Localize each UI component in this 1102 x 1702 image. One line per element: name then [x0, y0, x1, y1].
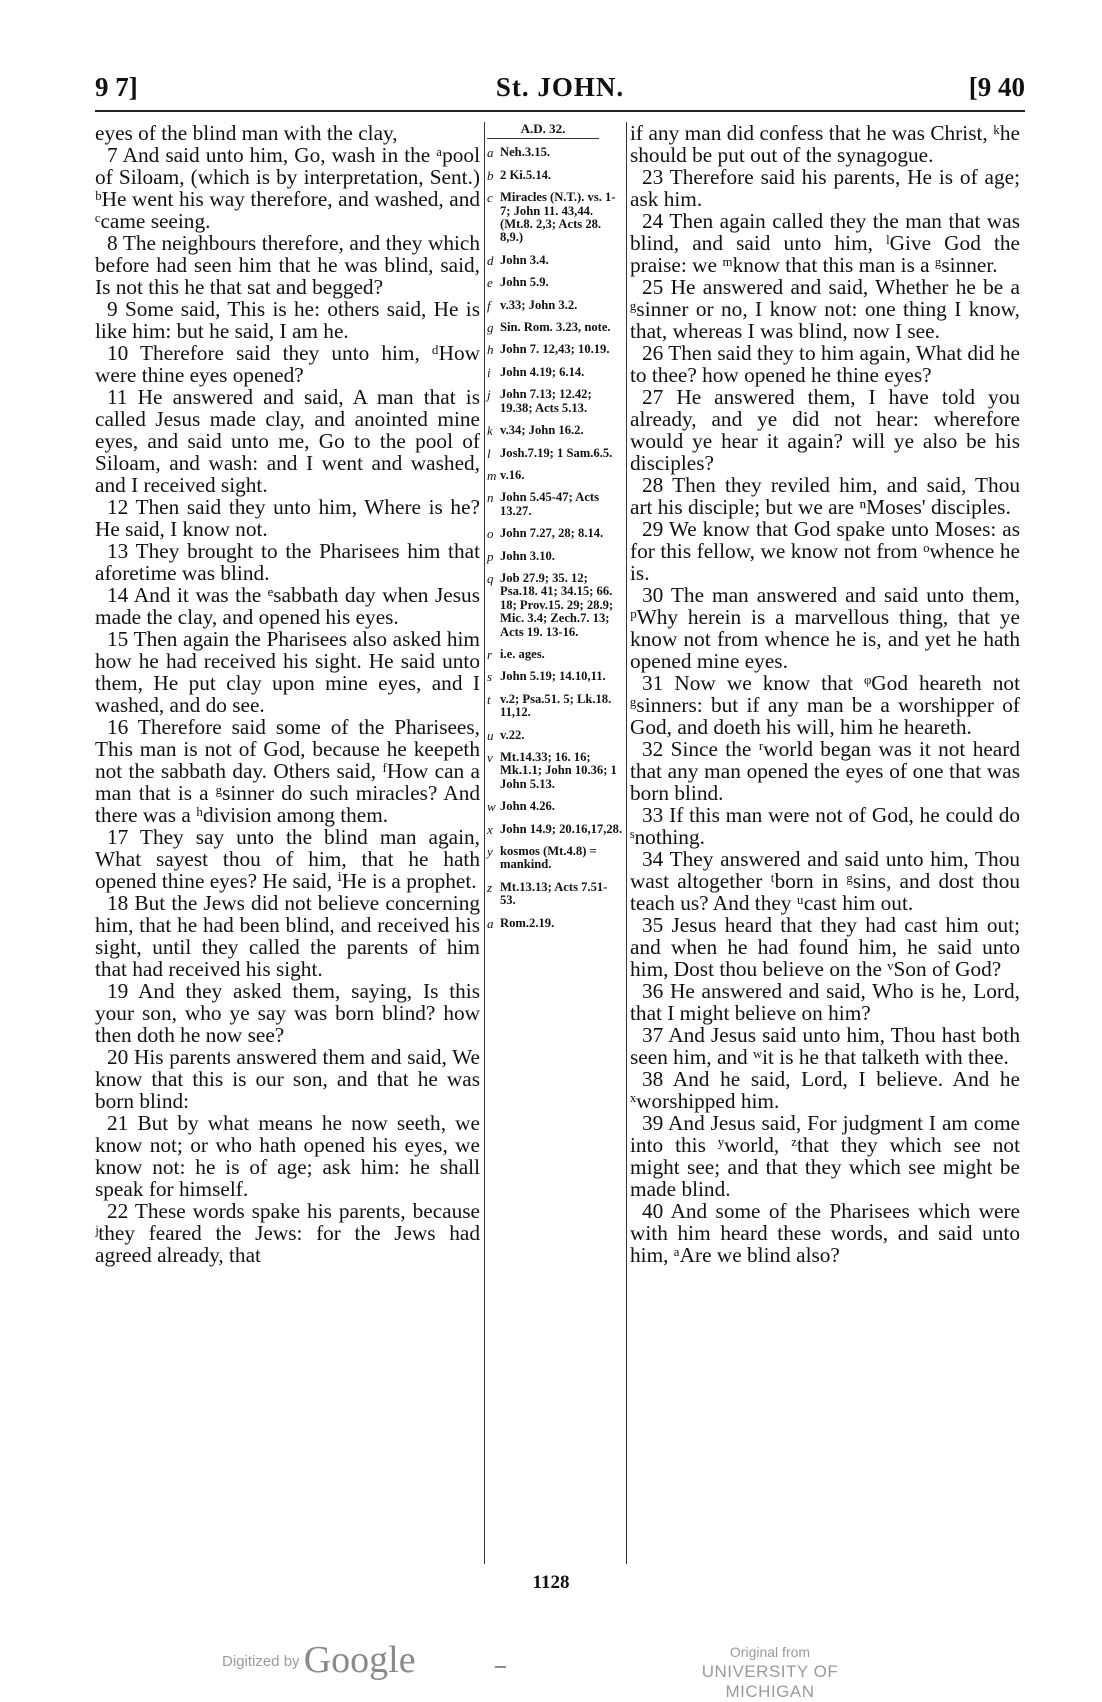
header-chapter-verse-start: 9 7] — [95, 72, 138, 102]
verse-paragraph: 17 They say unto the blind man again, What sayest thou of him, that he hath opened thine eyes? He said, ⁱHe is a prophet. — [95, 825, 480, 893]
column-divider-right — [626, 122, 627, 1564]
verse-paragraph: 28 Then they reviled him, and said, Thou art his disciple; but we are ⁿMoses' disciples. — [630, 473, 1020, 519]
verse-paragraph: 20 His parents answered them and said, We know that this is our son, and that he was born blind: — [95, 1045, 480, 1113]
header-rule — [95, 110, 1025, 112]
verse-paragraph: 19 And they asked them, saying, Is this your son, who ye say was born blind? how then doth he now see? — [95, 979, 480, 1047]
reference-text: v.34; John 16.2. — [500, 423, 584, 438]
reference-entry — [487, 845, 623, 872]
reference-entry — [487, 276, 623, 289]
reference-letter: g — [487, 320, 494, 336]
verse-paragraph: 21 But by what means he now seeth, we know not; or who hath opened his eyes, we know not: he is of age; ask him: he shall speak for himself. — [95, 1111, 480, 1201]
reference-letter: q — [487, 570, 494, 586]
digitized-by-watermark — [222, 1638, 416, 1682]
reference-text: John 7. 12,43; 10.19. — [500, 342, 610, 357]
left-text-column — [95, 122, 480, 1266]
reference-text: Job 27.9; 35. 12; Psa.18. 41; 34.15; 66. 18; Prov.15. 29; 28.9; Mic. 3.4; Zech.7. 13; Acts 19. 13-16. — [500, 570, 614, 639]
verse-paragraph: 14 And it was the ᵉsabbath day when Jesus made the clay, and opened his eyes. — [95, 583, 480, 629]
verse-paragraph: 25 He answered and said, Whether he be a ᵍsinner or no, I know not: one thing I know, that, whereas I was blind, now I see. — [630, 275, 1020, 343]
digitized-prefix: Digitized by — [222, 1653, 300, 1670]
reference-list — [487, 146, 623, 930]
reference-entry — [487, 670, 623, 683]
reference-text: v.2; Psa.51. 5; Lk.18. 11,12. — [500, 691, 612, 720]
reference-letter: s — [487, 669, 493, 685]
reference-entry — [487, 388, 623, 415]
reference-entry — [487, 321, 623, 334]
original-from-watermark — [660, 1642, 880, 1702]
reference-entry — [487, 424, 623, 437]
reference-letter: o — [487, 526, 494, 542]
reference-text: Josh.7.19; 1 Sam.6.5. — [500, 445, 613, 460]
verse-paragraph: 9 Some said, This is he: others said, He is like him: but he said, I am he. — [95, 297, 480, 343]
reference-letter: k — [487, 423, 493, 439]
reference-text: John 5.45-47; Acts 13.27. — [500, 490, 600, 518]
reference-text: John 7.13; 12.42; 19.38; Acts 5.13. — [500, 387, 592, 415]
original-from-label: Original from — [729, 1644, 811, 1660]
verse-paragraph: 26 Then said they to him again, What did he to thee? how opened he thine eyes? — [630, 341, 1020, 387]
verse-paragraph: 13 They brought to the Pharisees him that aforetime was blind. — [95, 539, 480, 585]
reference-entry — [487, 299, 623, 312]
reference-entry — [487, 729, 623, 742]
reference-letter: f — [487, 297, 491, 313]
column-divider-left — [484, 122, 485, 1564]
reference-letter: m — [487, 467, 497, 483]
verse-paragraph: if any man did confess that he was Christ, ᵏhe should be put out of the synagogue. — [630, 121, 1020, 167]
google-logo: Google — [303, 1639, 416, 1681]
reference-text: v.16. — [500, 467, 525, 482]
reference-entry — [487, 191, 623, 245]
reference-entry — [487, 881, 623, 908]
verse-paragraph: 32 Since the ʳworld began was it not heard that any man opened the eyes of one that was born blind. — [630, 737, 1020, 805]
verse-paragraph: 35 Jesus heard that they had cast him out; and when he had found him, he said unto him, Dost thou believe on the ᵛSon of God? — [630, 913, 1020, 981]
reference-letter: w — [487, 799, 496, 815]
reference-entry — [487, 527, 623, 540]
verse-paragraph: 31 Now we know that ᵠGod heareth not ᵍsinners: but if any man be a worshipper of God, and doeth his will, him he heareth. — [630, 671, 1020, 739]
verse-paragraph: 27 He answered them, I have told you already, and ye did not hear: wherefore would ye hear it again? will ye also be his disciples? — [630, 385, 1020, 475]
verse-paragraph: 18 But the Jews did not believe concerning him, that he had been blind, and received his sight, until they called the parents of him that had received his sight. — [95, 891, 480, 981]
reference-letter: v — [487, 750, 493, 765]
reference-entry — [487, 491, 623, 518]
reference-text: Mt.13.13; Acts 7.51-53. — [500, 879, 608, 908]
reference-text: Rom.2.19. — [500, 915, 555, 930]
reference-letter: a — [487, 145, 494, 161]
reference-text: John 7.27, 28; 8.14. — [500, 526, 604, 541]
reference-entry — [487, 823, 623, 836]
reference-letter: n — [487, 490, 494, 506]
verse-paragraph: 12 Then said they unto him, Where is he? He said, I know not. — [95, 495, 480, 541]
reference-text: John 5.19; 14.10,11. — [500, 669, 606, 684]
verse-paragraph: 29 We know that God spake unto Moses: as for this fellow, we know not from ᵒwhence he is. — [630, 517, 1020, 585]
reference-entry — [487, 146, 623, 159]
reference-letter: l — [487, 445, 491, 461]
reference-text: John 14.9; 20.16,17,28. — [500, 821, 623, 836]
verse-paragraph: 11 He answered and said, A man that is called Jesus made clay, and anointed mine eyes, and said unto me, Go to the pool of Siloam, and wash: and I went and washed, and I received sight. — [95, 385, 480, 497]
reference-letter: y — [487, 844, 493, 860]
reference-letter: u — [487, 727, 494, 743]
reference-text: Neh.3.15. — [500, 145, 551, 160]
reference-text: Sin. Rom. 3.23, note. — [500, 320, 611, 335]
reference-text: John 4.26. — [500, 799, 555, 814]
reference-letter: j — [487, 387, 491, 403]
verse-paragraph: 36 He answered and said, Who is he, Lord, that I might believe on him? — [630, 979, 1020, 1025]
header-chapter-verse-end: [9 40 — [968, 72, 1025, 102]
verse-paragraph: 16 Therefore said some of the Pharisees, This man is not of God, because he keepeth not the sabbath day. Others said, ᶠHow can a man that is a ᵍsinner do such miracles? And there was a ʰdivision among them. — [95, 715, 480, 827]
verse-paragraph: 40 And some of the Pharisees which were with him heard these words, and said unto him, ᵃAre we blind also? — [630, 1199, 1020, 1267]
reference-letter: h — [487, 342, 494, 358]
reference-text: 2 Ki.5.14. — [500, 167, 552, 182]
reference-entry — [487, 366, 623, 379]
reference-letter: i — [487, 364, 491, 380]
reference-entry — [487, 693, 623, 720]
reference-entry — [487, 469, 623, 482]
reference-entry — [487, 751, 623, 791]
reference-letter: x — [487, 821, 493, 837]
reference-text: John 4.19; 6.14. — [500, 364, 585, 379]
reference-text: Mt.14.33; 16. 16; Mk.1.1; John 10.36; 1 John 5.13. — [500, 750, 617, 791]
reference-letter: t — [487, 691, 491, 707]
verse-paragraph: 30 The man answered and said unto them, ᵖWhy herein is a marvellous thing, that ye know not from whence he is, and yet he hath opened mine eyes. — [630, 583, 1020, 673]
verse-paragraph: 22 These words spake his parents, because ʲthey feared the Jews: for the Jews had agreed already, that — [95, 1199, 480, 1267]
reference-text: John 3.4. — [500, 252, 549, 267]
verse-paragraph: 39 And Jesus said, For judgment I am come into this ʸworld, ᶻthat they which see not might see; and that they which see might be made blind. — [630, 1111, 1020, 1201]
reference-entry — [487, 800, 623, 813]
reference-text: i.e. ages. — [500, 646, 545, 661]
running-header — [95, 72, 1025, 108]
reference-letter: a — [487, 915, 494, 931]
reference-entry — [487, 550, 623, 563]
reference-entry — [487, 648, 623, 661]
reference-text: Miracles (N.T.). vs. 1-7; John 11. 43,44. (Mt.8. 2,3; Acts 28. 8,9.) — [500, 190, 616, 245]
reference-text: v.22. — [500, 727, 525, 742]
reference-text: v.33; John 3.2. — [500, 297, 578, 312]
page-number: 1128 — [532, 1572, 570, 1593]
verse-paragraph: 7 And said unto him, Go, wash in the ᵃpool of Siloam, (which is by interpretation, Sent.) ᵇHe went his way therefore, and washed, and ᶜcame seeing. — [95, 143, 480, 233]
header-book-title: St. JOHN. — [495, 72, 625, 102]
verse-paragraph: 24 Then again called they the man that was blind, and said unto him, ˡGive God the praise: we ᵐknow that this man is a ᵍsinner. — [630, 209, 1020, 277]
verse-paragraph: 38 And he said, Lord, I believe. And he ˣworshipped him. — [630, 1067, 1020, 1113]
reference-letter: b — [487, 167, 494, 183]
reference-letter: p — [487, 548, 494, 564]
verse-paragraph: 10 Therefore said they unto him, ᵈHow were thine eyes opened? — [95, 341, 480, 387]
university-name: UNIVERSITY OF MICHIGAN — [701, 1662, 839, 1701]
verse-paragraph: 23 Therefore said his parents, He is of age; ask him. — [630, 165, 1020, 211]
reference-letter: z — [487, 879, 493, 895]
reference-letter: c — [487, 190, 493, 206]
reference-entry — [487, 917, 623, 930]
reference-text: John 3.10. — [500, 548, 555, 563]
verse-paragraph: 15 Then again the Pharisees also asked him how he had received his sight. He said unto them, He put clay upon mine eyes, and I washed, and do see. — [95, 627, 480, 717]
reference-column — [487, 122, 623, 939]
reference-text: John 5.9. — [500, 275, 549, 290]
reference-entry — [487, 343, 623, 356]
verse-paragraph: eyes of the blind man with the clay, — [95, 121, 398, 145]
verse-paragraph: 8 The neighbours therefore, and they which before had seen him that he was blind, said, Is not this he that sat and begged? — [95, 231, 480, 299]
reference-entry — [487, 447, 623, 460]
reference-text: kosmos (Mt.4.8) = mankind. — [500, 844, 597, 872]
right-text-column — [630, 122, 1020, 1266]
reference-letter: e — [487, 275, 493, 291]
reference-letter: d — [487, 252, 494, 268]
reference-year: A.D. 32. — [487, 122, 599, 139]
verse-paragraph: 34 They answered and said unto him, Thou wast altogether ᵗborn in ᵍsins, and dost thou teach us? And they ᵘcast him out. — [630, 847, 1020, 915]
reference-entry — [487, 169, 623, 182]
reference-entry — [487, 254, 623, 267]
reference-letter: r — [487, 646, 493, 662]
footer-separator: – — [495, 1652, 506, 1677]
verse-paragraph: 37 And Jesus said unto him, Thou hast both seen him, and ʷit is he that talketh with thee. — [630, 1023, 1020, 1069]
reference-entry — [487, 572, 623, 639]
verse-paragraph: 33 If this man were not of God, he could do ˢnothing. — [630, 803, 1020, 849]
